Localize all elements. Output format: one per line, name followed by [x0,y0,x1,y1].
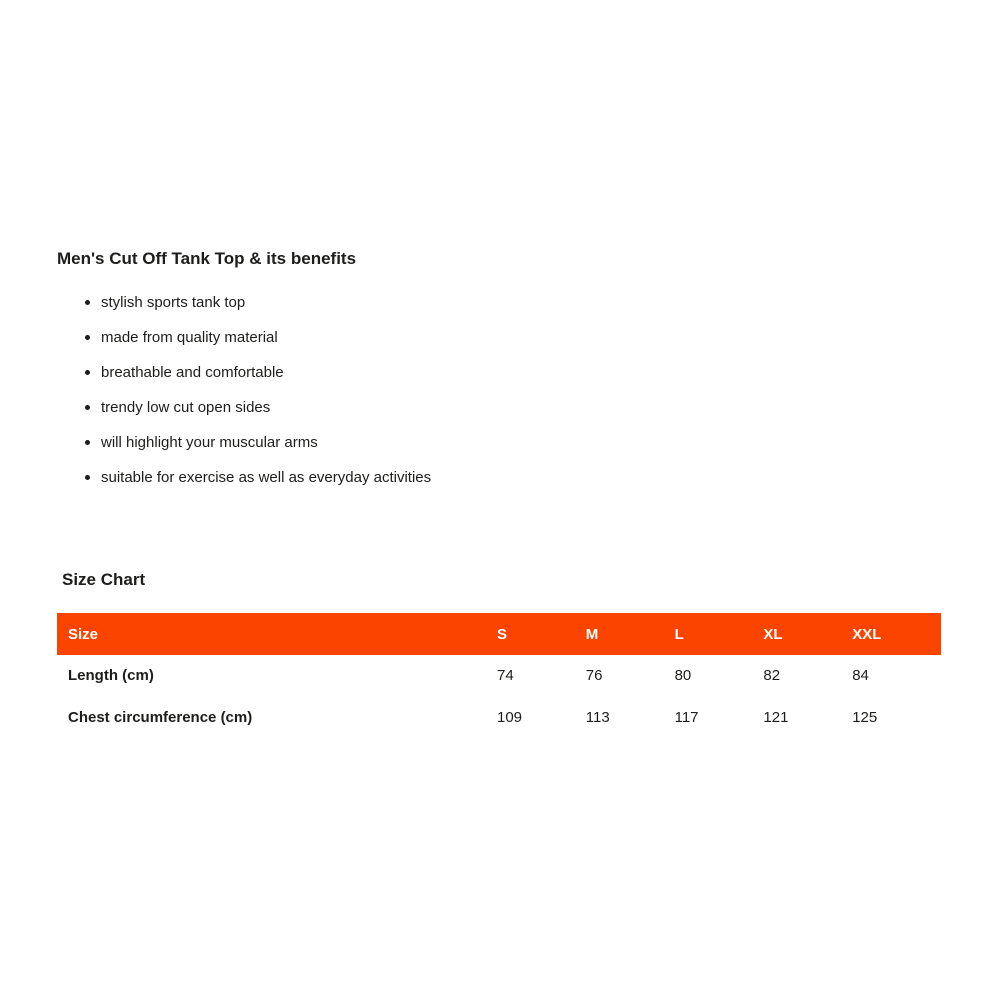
bullet-icon [85,475,90,480]
table-row-chest-circumference [57,697,941,739]
size-chart [57,613,941,738]
cell-value: 113 [585,708,610,726]
cell-value: 74 [497,667,514,685]
column-header-xxl: XXL [852,625,882,643]
cell-value: 109 [497,708,523,726]
benefit-item [101,355,431,390]
size-chart-heading: Size Chart [62,570,146,589]
column-header-m: M [585,625,599,643]
row-label: Chest circumference (cm) [68,708,253,726]
benefit-text: trendy low cut open sides [101,399,271,416]
column-header-size: Size [68,625,99,643]
bullet-icon [85,440,90,445]
cell-value: 121 [763,708,789,726]
cell-value: 117 [674,708,699,726]
cell-value: 76 [585,667,603,685]
cell-value: 84 [852,667,869,685]
benefit-item [101,285,431,320]
column-header-l: L [674,625,684,643]
column-header-s: S [497,625,508,643]
benefits-heading: Men's Cut Off Tank Top & its benefits [57,249,357,268]
benefit-text: stylish sports tank top [101,294,246,311]
bullet-icon [85,335,90,340]
size-chart-header-row [57,613,941,655]
benefit-text: breathable and comfortable [101,364,284,381]
benefit-text: made from quality material [101,329,278,346]
cell-value: 82 [763,667,781,685]
bullet-icon [85,405,90,410]
benefit-text: will highlight your muscular arms [101,434,318,451]
bullet-icon [85,370,90,375]
size-chart-table [57,613,941,738]
cell-value: 125 [852,708,878,726]
column-header-xl: XL [763,625,783,643]
benefit-text: suitable for exercise as well as everyday activities [101,469,432,486]
cell-value: 80 [674,667,692,685]
benefit-item [101,320,431,355]
bullet-icon [85,300,90,305]
benefits-list [101,285,431,495]
benefit-item [101,460,431,495]
row-label: Length (cm) [68,667,154,685]
benefit-item [101,425,431,460]
table-row-length [57,655,941,697]
benefit-item [101,390,431,425]
